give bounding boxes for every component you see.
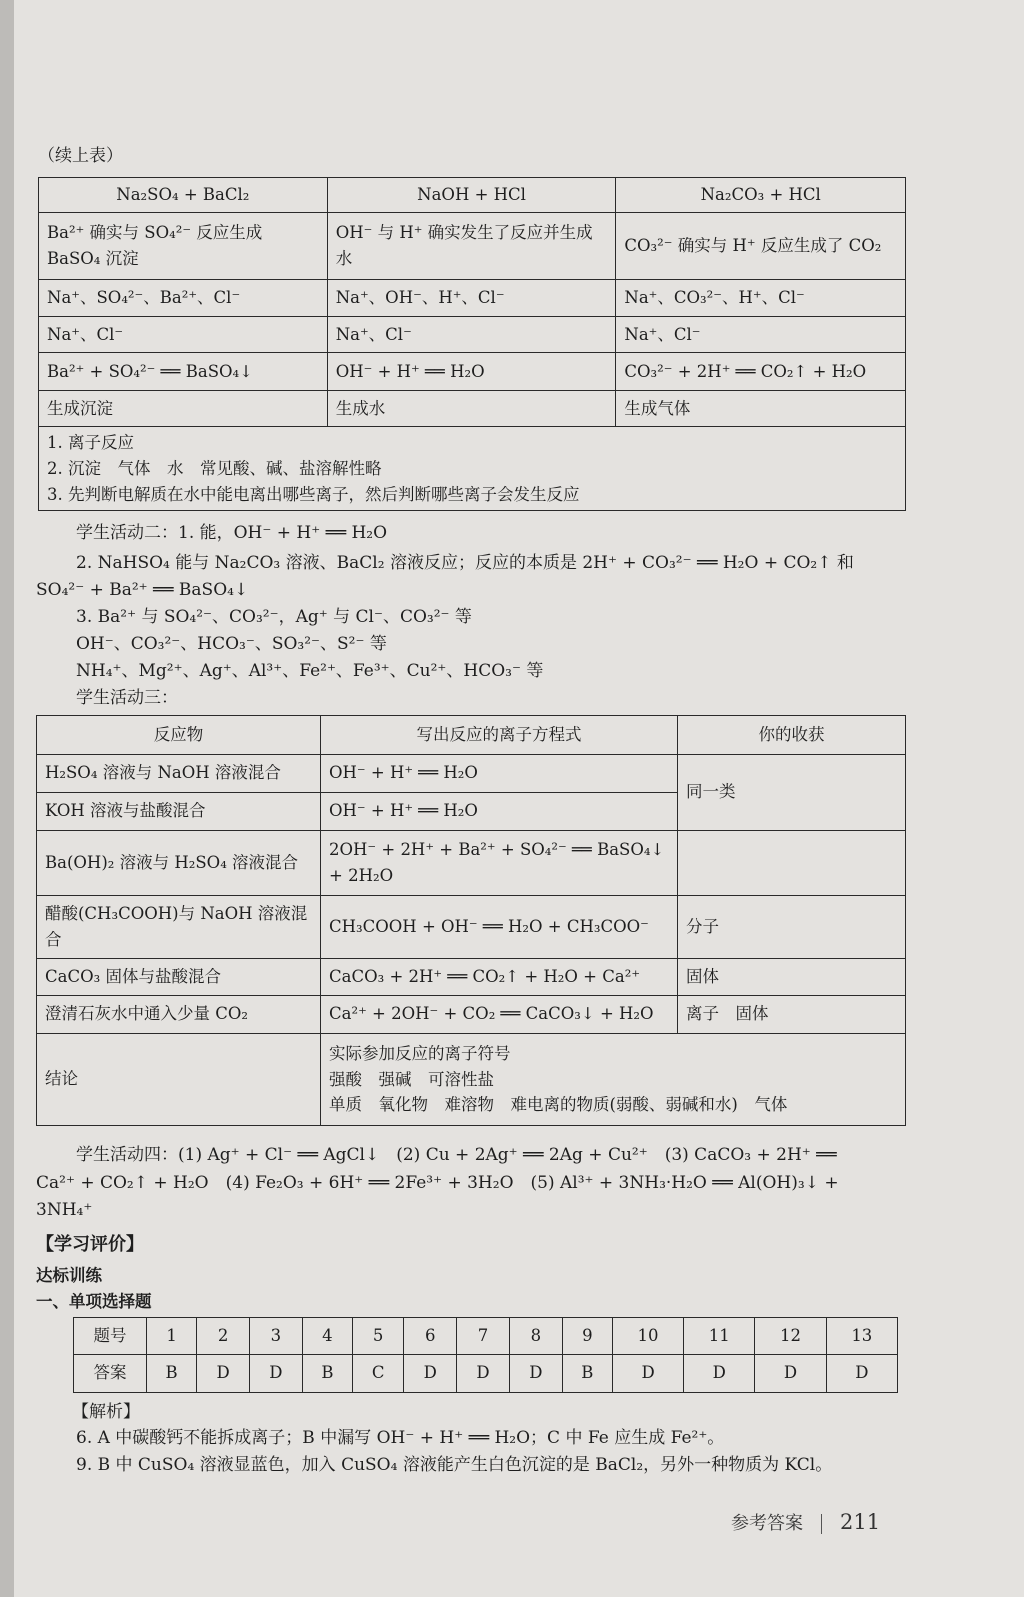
- activity2-line3: 3. Ba²⁺ 与 SO₄²⁻、CO₃²⁻，Ag⁺ 与 Cl⁻、CO₃²⁻ 等: [76, 607, 472, 627]
- answer: B: [562, 1355, 612, 1392]
- question-number: 4: [302, 1318, 352, 1355]
- reactant-cell: H₂SO₄ 溶液与 NaOH 溶液混合: [37, 755, 321, 793]
- question-number: 13: [826, 1318, 897, 1355]
- col-header-2: NaOH + HCl: [327, 178, 616, 213]
- table-comparison: [38, 177, 906, 511]
- question-number: 5: [353, 1318, 404, 1355]
- gain-cell: 分子: [678, 896, 906, 959]
- question-number: 6: [404, 1318, 457, 1355]
- answer-table: [73, 1317, 898, 1393]
- question-number: 9: [562, 1318, 612, 1355]
- conclusion-cell: [321, 1034, 906, 1126]
- table-activity3: [36, 715, 906, 1126]
- page-edge-shadow: [0, 0, 14, 1597]
- analysis-6: 6. A 中碳酸钙不能拆成离子；B 中漏写 OH⁻ + H⁺ ══ H₂O；C 中 Fe 应生成 Fe²⁺。: [76, 1428, 725, 1448]
- conclusion-line: 单质 氧化物 难溶物 难电离的物质(弱酸、弱碱和水) 气体: [329, 1095, 788, 1115]
- activity2-line2a: 2. NaHSO₄ 能与 Na₂CO₃ 溶液、BaCl₂ 溶液反应；反应的本质是 2H⁺ + CO₃²⁻ ══ H₂O + CO₂↑ 和: [76, 553, 854, 573]
- page-footer: [731, 1509, 880, 1535]
- answer: D: [197, 1355, 250, 1392]
- equation-cell: OH⁻ + H⁺ ══ H₂O: [321, 755, 678, 793]
- activity2-line4: OH⁻、CO₃²⁻、HCO₃⁻、SO₃²⁻、S²⁻ 等: [76, 634, 387, 654]
- row-label: 答案: [74, 1355, 147, 1392]
- equation-cell: Ca²⁺ + 2OH⁻ + CO₂ ══ CaCO₃↓ + H₂O: [321, 996, 678, 1034]
- table-cell: Ba²⁺ + SO₄²⁻ ══ BaSO₄↓: [39, 353, 328, 391]
- conclusion-line: 强酸 强碱 可溶性盐: [329, 1069, 494, 1089]
- gain-cell-empty: [678, 831, 906, 896]
- question-number: 2: [197, 1318, 250, 1355]
- col-header-gain: 你的收获: [678, 716, 906, 755]
- activity2-line5: NH₄⁺、Mg²⁺、Ag⁺、Al³⁺、Fe²⁺、Fe³⁺、Cu²⁺、HCO₃⁻ 等: [76, 661, 544, 681]
- question-number: 1: [147, 1318, 197, 1355]
- table-cell: Na⁺、OH⁻、H⁺、Cl⁻: [327, 280, 616, 317]
- answer: D: [755, 1355, 826, 1392]
- analysis-9: 9. B 中 CuSO₄ 溶液显蓝色，加入 CuSO₄ 溶液能产生白色沉淀的是 BaCl₂，另外一种物质为 KCl。: [76, 1455, 833, 1475]
- question-number: 7: [457, 1318, 510, 1355]
- notes-cell: [39, 427, 906, 511]
- table-cell: Na⁺、CO₃²⁻、H⁺、Cl⁻: [616, 280, 906, 317]
- answer: D: [457, 1355, 510, 1392]
- evaluation-sub: 达标训练: [36, 1266, 102, 1285]
- reactant-cell: 醋酸(CH₃COOH)与 NaOH 溶液混合: [37, 896, 321, 959]
- answer: B: [147, 1355, 197, 1392]
- table-cell: CO₃²⁻ 确实与 H⁺ 反应生成了 CO₂: [616, 213, 906, 280]
- table-cell: 生成水: [327, 391, 616, 427]
- table-cell: OH⁻ 与 H⁺ 确实发生了反应并生成水: [327, 213, 616, 280]
- reactant-cell: KOH 溶液与盐酸混合: [37, 793, 321, 831]
- section-title: 一、单项选择题: [36, 1292, 152, 1311]
- activity4-line3: 3NH₄⁺: [36, 1200, 93, 1220]
- answer: D: [684, 1355, 755, 1392]
- note-line: 2. 沉淀 气体 水 常见酸、碱、盐溶解性略: [47, 458, 382, 478]
- equation-cell: CH₃COOH + OH⁻ ══ H₂O + CH₃COO⁻: [321, 896, 678, 959]
- answer: B: [302, 1355, 352, 1392]
- question-number: 10: [612, 1318, 683, 1355]
- reactant-cell: 澄清石灰水中通入少量 CO₂: [37, 996, 321, 1034]
- table-cell: 生成气体: [616, 391, 906, 427]
- gain-cell: 离子 固体: [678, 996, 906, 1034]
- equation-cell: OH⁻ + H⁺ ══ H₂O: [321, 793, 678, 831]
- conclusion-line: 实际参加反应的离子符号: [329, 1044, 511, 1064]
- activity2-line2b: SO₄²⁻ + Ba²⁺ ══ BaSO₄↓: [36, 580, 249, 600]
- footer-label: 参考答案: [731, 1513, 803, 1534]
- continued-label: （续上表）: [38, 146, 123, 166]
- note-line: 3. 先判断电解质在水中能电离出哪些离子，然后判断哪些离子会发生反应: [47, 484, 580, 504]
- conclusion-label: 结论: [37, 1034, 321, 1126]
- page-number: 211: [840, 1510, 881, 1534]
- answer: D: [509, 1355, 562, 1392]
- note-line: 1. 离子反应: [47, 433, 134, 453]
- row-label: 题号: [74, 1318, 147, 1355]
- table-cell: CO₃²⁻ + 2H⁺ ══ CO₂↑ + H₂O: [616, 353, 906, 391]
- answer: C: [353, 1355, 404, 1392]
- col-header-equation: 写出反应的离子方程式: [321, 716, 678, 755]
- table-cell: Na⁺、SO₄²⁻、Ba²⁺、Cl⁻: [39, 280, 328, 317]
- col-header-1: Na₂SO₄ + BaCl₂: [39, 178, 328, 213]
- question-number: 8: [509, 1318, 562, 1355]
- question-number: 11: [684, 1318, 755, 1355]
- col-header-3: Na₂CO₃ + HCl: [616, 178, 906, 213]
- answer: D: [404, 1355, 457, 1392]
- activity2-line1: 学生活动二：1. 能，OH⁻ + H⁺ ══ H₂O: [76, 523, 388, 543]
- col-header-reactant: 反应物: [37, 716, 321, 755]
- equation-cell: CaCO₃ + 2H⁺ ══ CO₂↑ + H₂O + Ca²⁺: [321, 959, 678, 996]
- table-cell: Ba²⁺ 确实与 SO₄²⁻ 反应生成 BaSO₄ 沉淀: [39, 213, 328, 280]
- analysis-label: 【解析】: [72, 1402, 140, 1422]
- table-cell: Na⁺、Cl⁻: [327, 317, 616, 353]
- footer-divider: [821, 1514, 822, 1534]
- equation-cell: 2OH⁻ + 2H⁺ + Ba²⁺ + SO₄²⁻ ══ BaSO₄↓ + 2H₂O: [321, 831, 678, 896]
- answer: D: [826, 1355, 897, 1392]
- reactant-cell: Ba(OH)₂ 溶液与 H₂SO₄ 溶液混合: [37, 831, 321, 896]
- reactant-cell: CaCO₃ 固体与盐酸混合: [37, 959, 321, 996]
- answer: D: [250, 1355, 303, 1392]
- table-cell: OH⁻ + H⁺ ══ H₂O: [327, 353, 616, 391]
- activity4-line2: Ca²⁺ + CO₂↑ + H₂O (4) Fe₂O₃ + 6H⁺ ══ 2Fe³⁺ + 3H₂O (5) Al³⁺ + 3NH₃·H₂O ══ Al(OH)₃↓ +: [36, 1173, 839, 1193]
- table-cell: 生成沉淀: [39, 391, 328, 427]
- evaluation-heading: 【学习评价】: [36, 1234, 144, 1255]
- gain-cell: 固体: [678, 959, 906, 996]
- question-number: 3: [250, 1318, 303, 1355]
- activity4-line1: 学生活动四：(1) Ag⁺ + Cl⁻ ══ AgCl↓ (2) Cu + 2Ag⁺ ══ 2Ag + Cu²⁺ (3) CaCO₃ + 2H⁺ ══: [76, 1145, 837, 1165]
- question-number: 12: [755, 1318, 826, 1355]
- gain-cell: 同一类: [678, 755, 906, 831]
- table-cell: Na⁺、Cl⁻: [39, 317, 328, 353]
- table-cell: Na⁺、Cl⁻: [616, 317, 906, 353]
- activity3-title: 学生活动三：: [76, 688, 178, 708]
- answer: D: [612, 1355, 683, 1392]
